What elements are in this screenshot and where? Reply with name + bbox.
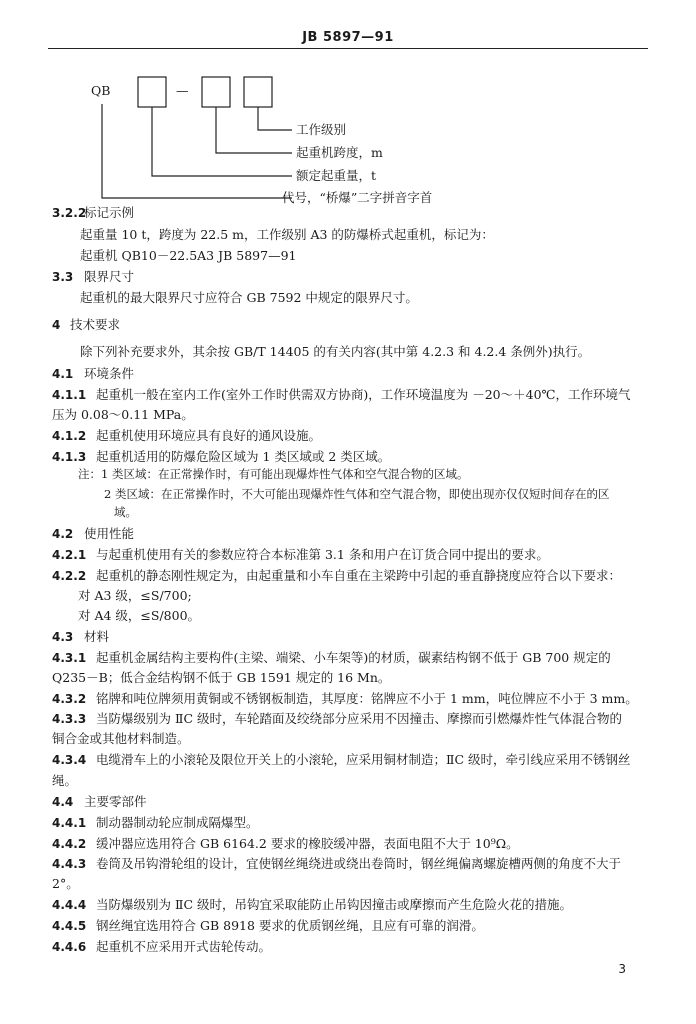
- diagram-dash: —: [176, 83, 189, 98]
- box-2: [202, 77, 230, 107]
- diagram-prefix: QB: [91, 83, 111, 98]
- leader-capacity: [152, 107, 292, 176]
- diagram-label-work-grade: 工作级别: [296, 122, 347, 137]
- diagram-label-capacity: 额定起重量，t: [296, 168, 377, 183]
- leader-code: [102, 104, 292, 198]
- diagram-label-code: 代号，“桥爆”二字拼音字首: [282, 190, 433, 205]
- header-rule: [48, 48, 648, 49]
- diagram-label-span: 起重机跨度，m: [296, 145, 383, 160]
- marking-diagram: [0, 60, 696, 210]
- leader-work-grade: [258, 107, 292, 130]
- page-number: 3: [618, 962, 626, 976]
- document-header: JB 5897—91: [302, 30, 394, 45]
- box-1: [138, 77, 166, 107]
- box-3: [244, 77, 272, 107]
